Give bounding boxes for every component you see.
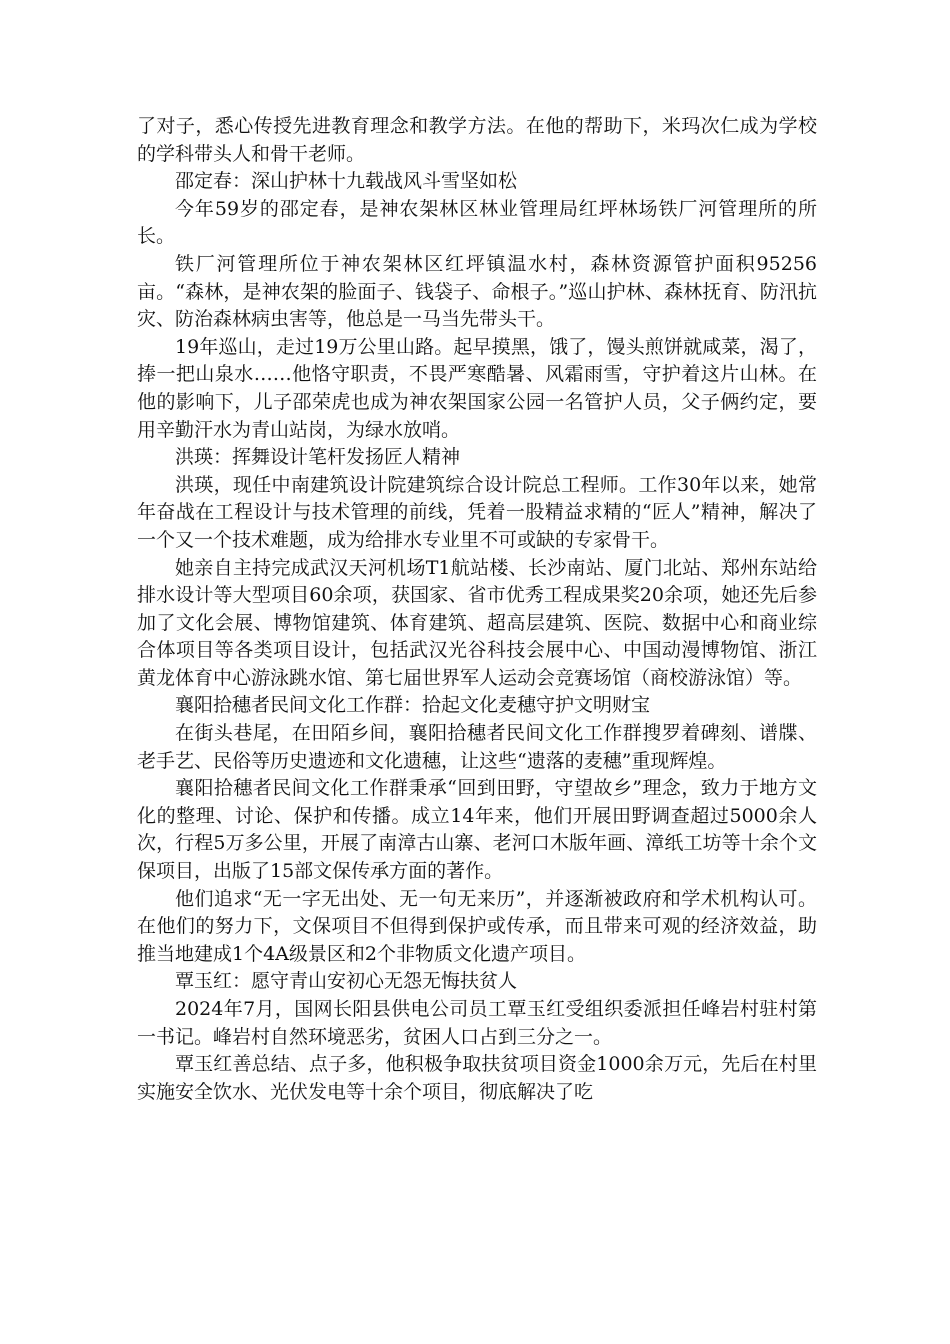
paragraph: 他们追求“无一字无出处、无一句无来历”，并逐渐被政府和学术机构认可。在他们的努力下，文保项目不但得到保护或传承，而且带来可观的经济效益，助推当地建成1个4A级景区和2个非物质文化遗产项目。 [137, 887, 817, 965]
paragraph: 覃玉红善总结、点子多，他积极争取扶贫项目资金1000余万元，先后在村里实施安全饮水、光伏发电等十余个项目，彻底解决了吃 [137, 1053, 817, 1103]
section-heading-qin-yuhong: 覃玉红：愿守青山安初心无怨无悔扶贫人 [175, 970, 518, 993]
paragraph: 2024年7月，国网长阳县供电公司员工覃玉红受组织委派担任峰岩村驻村第一书记。峰岩村自然环境恶劣，贫困人口占到三分之一。 [137, 998, 817, 1048]
paragraph: 铁厂河管理所位于神农架林区红坪镇温水村，森林资源管护面积95256亩。“森林，是神农架的脸面子、钱袋子、命根子。”巡山护林、森林抚育、防汛抗灾、防治森林病虫害等，他总是一马当先带头干。 [137, 252, 817, 331]
paragraph-continued: 了对子，悉心传授先进教育理念和教学方法。在他的帮助下，米玛次仁成为学校的学科带头人和骨干老师。 [137, 115, 817, 165]
paragraph: 19年巡山，走过19万公里山路。起早摸黑，饿了，馒头煎饼就咸菜，渴了，捧一把山泉水……他恪守职责，不畏严寒酷暑、风霜雨雪，守护着这片山林。在他的影响下，儿子邵荣虎也成为神农架国家公园一名管护人员，父子俩约定，要用辛勤汗水为青山站岗，为绿水放哨。 [137, 335, 817, 441]
paragraph: 在街头巷尾，在田陌乡间，襄阳拾穗者民间文化工作群搜罗着碑刻、谱牒、老手艺、民俗等历史遗迹和文化遗穗，让这些“遗落的麦穗”重现辉煌。 [137, 722, 817, 772]
section-heading-shao-dingchun: 邵定春：深山护林十九载战风斗雪坚如松 [175, 170, 518, 193]
paragraph: 襄阳拾穗者民间文化工作群秉承“回到田野，守望故乡”理念，致力于地方文化的整理、讨论、保护和传播。成立14年来，他们开展田野调查超过5000余人次，行程5万多公里，开展了南漳古山寨、老河口木版年画、漳纸工坊等十余个文保项目，出版了15部文保传承方面的著作。 [137, 777, 817, 883]
section-heading-xiangyang-gleaners: 襄阳拾穗者民间文化工作群：拾起文化麦穗守护文明财宝 [175, 694, 651, 717]
section-heading-hong-ying: 洪瑛：挥舞设计笔杆发扬匠人精神 [175, 446, 461, 469]
paragraph: 今年59岁的邵定春，是神农架林区林业管理局红坪林场铁厂河管理所的所长。 [137, 197, 817, 248]
paragraph: 洪瑛，现任中南建筑设计院建筑综合设计院总工程师。工作30年以来，她常年奋战在工程设计与技术管理的前线，凭着一股精益求精的“匠人”精神，解决了一个又一个技术难题，成为给排水专业里不可或缺的专家骨干。 [137, 473, 817, 551]
document-page [137, 113, 817, 1106]
paragraph: 她亲自主持完成武汉天河机场T1航站楼、长沙南站、厦门北站、郑州东站给排水设计等大型项目60余项，获国家、省市优秀工程成果奖20余项，她还先后参加了文化会展、博物馆建筑、体育建筑、超高层建筑、医院、数据中心和商业综合体项目等各类项目设计，包括武汉光谷科技会展中心、中国动漫博物馆、浙江黄龙体育中心游泳跳水馆、第七届世界军人运动会竞赛场馆（商校游泳馆）等。 [137, 556, 817, 689]
